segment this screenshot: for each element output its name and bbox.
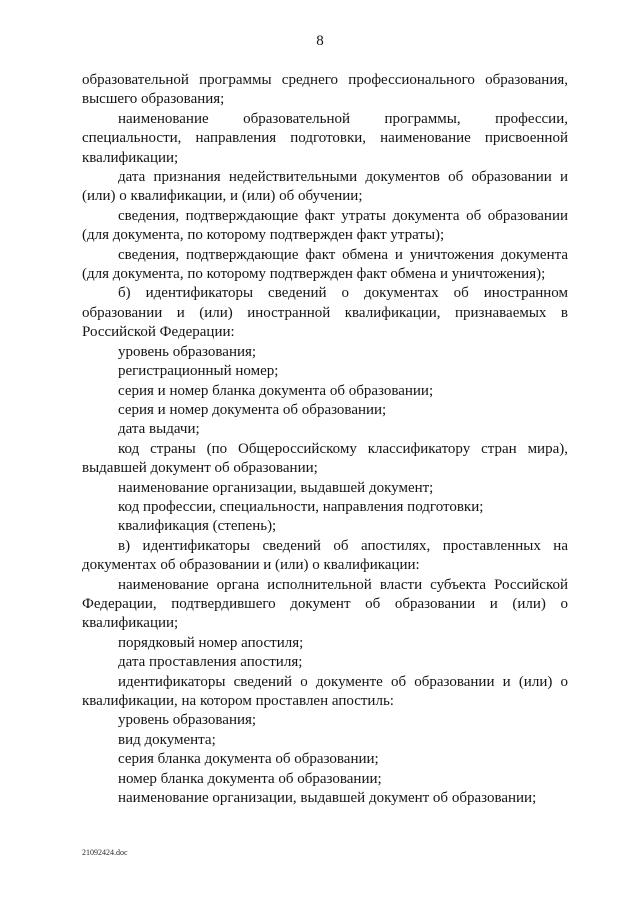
paragraph-24: номер бланка документа об образовании; [118, 770, 382, 787]
paragraph-18: порядковый номер апостиля; [118, 634, 304, 651]
paragraph-4: сведения, подтверждающие факт утраты документа об образовании (для документа, по которому подтвержден факт утраты); [82, 207, 572, 244]
paragraph-21: уровень образования; [118, 712, 257, 729]
paragraph-15: квалификация (степень); [118, 518, 277, 535]
paragraph-10: серия и номер документа об образовании; [118, 401, 387, 418]
paragraph-6: б) идентификаторы сведений о документах об иностранном образовании и (или) иностранной квалификации, признаваемых в Российской Федерации: [82, 285, 572, 341]
paragraph-2: наименование образовательной программы, профессии, специальности, направления подготовки, наименование присвоенной квалификации; [82, 110, 572, 166]
paragraph-17: наименование органа исполнительной власти субъекта Российской Федерации, подтвердившего документ об образовании и (или) о квалификации; [82, 576, 572, 632]
paragraph-23: серия бланка документа об образовании; [118, 751, 379, 768]
paragraph-16: в) идентификаторы сведений об апостилях, проставленных на документах об образовании и (или) о квалификации: [82, 537, 572, 574]
footer-file-code: 21092424.doc [82, 848, 128, 857]
paragraph-20: идентификаторы сведений о документе об образовании и (или) о квалификации, на котором проставлен апостиль: [82, 673, 572, 709]
paragraph-14: код профессии, специальности, направления подготовки; [118, 498, 484, 515]
paragraph-5: сведения, подтверждающие факт обмена и уничтожения документа (для документа, по которому подтвержден факт обмена и уничтожения); [82, 246, 572, 283]
paragraph-1: образовательной программы среднего профессионального образования, высшего образования; [82, 72, 572, 108]
paragraph-13: наименование организации, выдавшей документ; [118, 479, 434, 496]
paragraph-9: серия и номер бланка документа об образовании; [118, 382, 434, 399]
document-body [82, 71, 572, 808]
paragraph-7: уровень образования; [118, 343, 257, 360]
paragraph-8: регистрационный номер; [118, 363, 279, 380]
paragraph-22: вид документа; [118, 731, 216, 748]
paragraph-3: дата признания недействительными документов об образовании и (или) о квалификации, и (или) об обучении; [82, 169, 572, 205]
page-number: 8 [316, 33, 324, 49]
paragraph-12: код страны (по Общероссийскому классификатору стран мира), выдавшей документ об образовании; [82, 440, 572, 477]
paragraph-11: дата выдачи; [118, 421, 200, 438]
paragraph-25: наименование организации, выдавшей документ об образовании; [118, 790, 537, 807]
paragraph-19: дата проставления апостиля; [118, 654, 303, 671]
